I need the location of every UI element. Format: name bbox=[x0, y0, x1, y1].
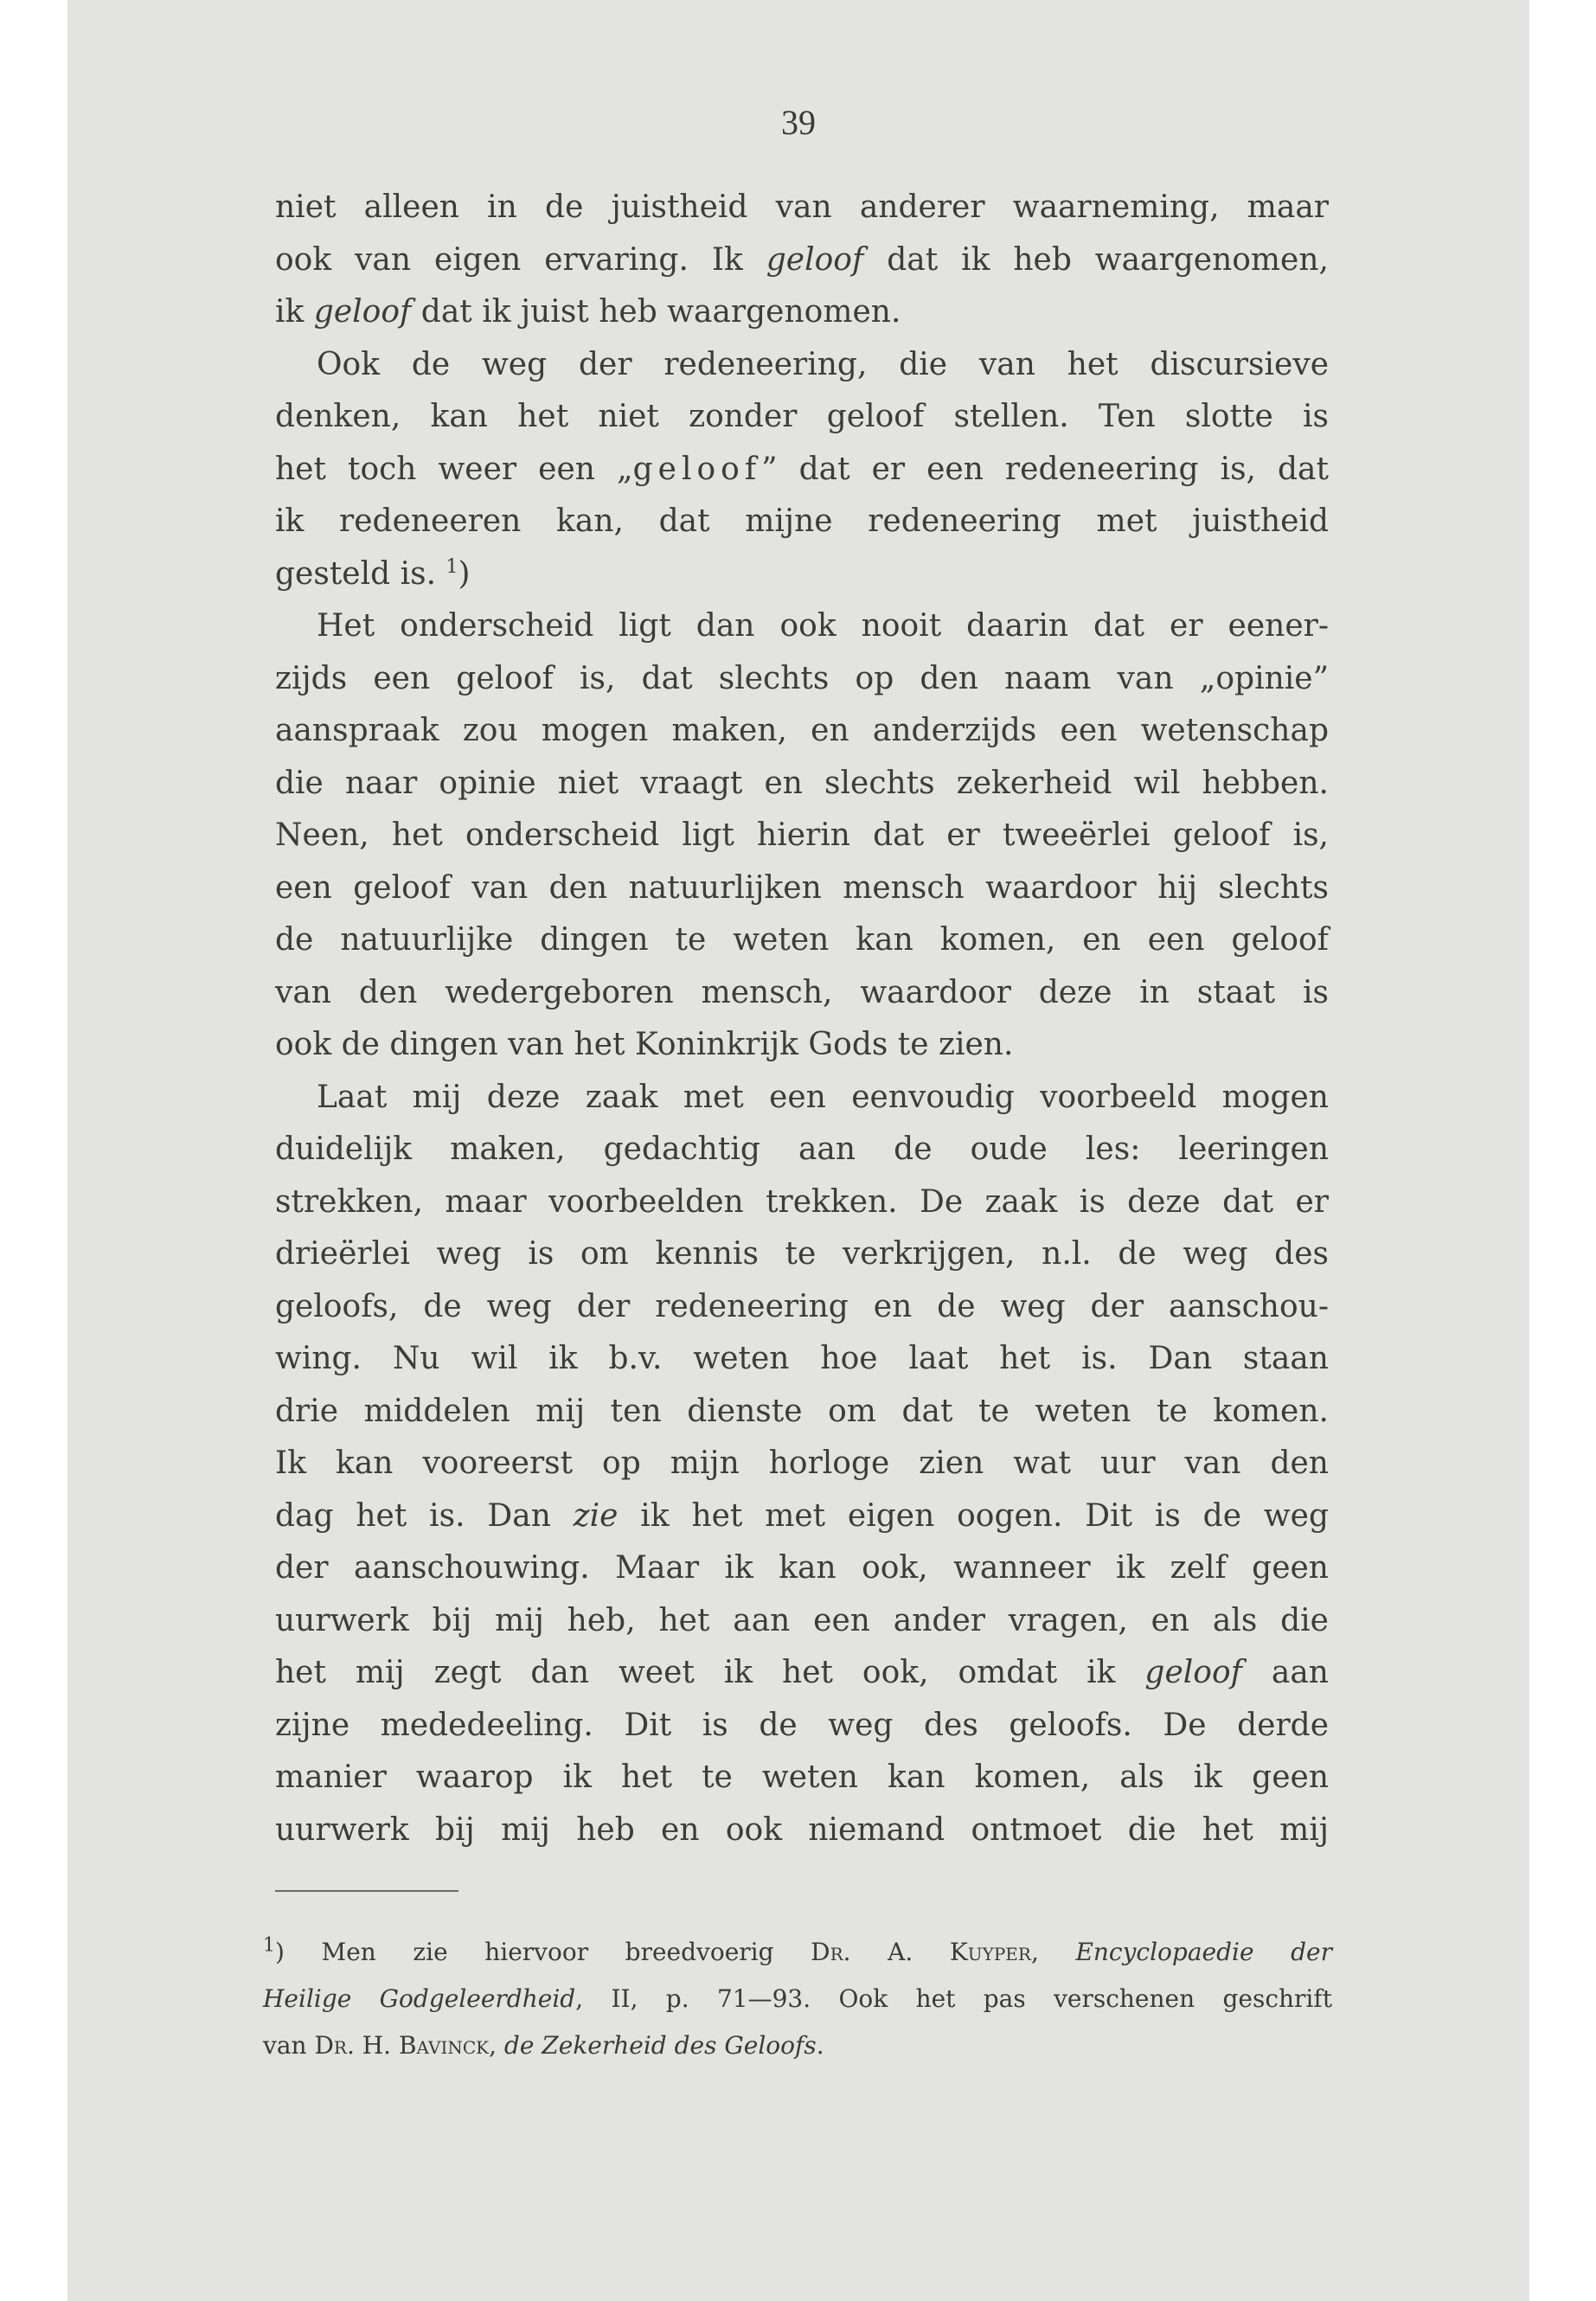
footnote-divider bbox=[275, 1890, 458, 1892]
text-line: ook van eigen ervaring. Ik geloof dat ik heb waargenomen, bbox=[275, 241, 1329, 278]
text-line: die naar opinie niet vraagt en slechts zekerheid wil hebben. bbox=[275, 765, 1329, 801]
text-line: de natuurlijke dingen te weten kan komen, en een geloof bbox=[275, 922, 1329, 958]
text-line: der aanschouwing. Maar ik kan ook, wanneer ik zelf geen bbox=[275, 1550, 1329, 1586]
text-line: drieërlei weg is om kennis te verkrijgen, n.l. de weg des bbox=[275, 1236, 1329, 1272]
text-line: strekken, maar voorbeelden trekken. De zaak is deze dat er bbox=[275, 1183, 1329, 1220]
footnote-marker: 1 bbox=[263, 1934, 275, 1957]
book-page bbox=[67, 0, 1529, 2301]
author-name: Dr. A. Kuyper bbox=[811, 1938, 1031, 1966]
text-line: denken, kan het niet zonder geloof stellen. Ten slotte is bbox=[275, 399, 1329, 434]
footnote-ref[interactable]: 1 bbox=[445, 555, 458, 578]
text-line: niet alleen in de juistheid van anderer waarneming, maar bbox=[275, 189, 1329, 225]
footnote bbox=[263, 1929, 1332, 2069]
emphasis: geloof bbox=[313, 294, 412, 330]
text-line: dag het is. Dan zie ik het met eigen oogen. Dit is de weg bbox=[275, 1497, 1329, 1534]
text-line: Het onderscheid ligt dan ook nooit daarin dat er eener- bbox=[317, 608, 1329, 644]
page-number: 39 bbox=[781, 103, 816, 142]
text-line: zijne mededeeling. Dit is de weg des geloofs. De derde bbox=[275, 1707, 1329, 1743]
text-line: wing. Nu wil ik b.v. weten hoe laat het is. Dan staan bbox=[275, 1341, 1329, 1376]
text-line: aanspraak zou mogen maken, en anderzijds een wetenschap bbox=[275, 713, 1329, 748]
text-line: van den wedergeboren mensch, waardoor deze in staat is bbox=[275, 974, 1329, 1010]
text-line: uurwerk bij mij heb, het aan een ander vragen, en als die bbox=[275, 1602, 1329, 1638]
text-line: uurwerk bij mij heb en ook niemand ontmoet die het mij bbox=[275, 1811, 1329, 1848]
text-line: zijds een geloof is, dat slechts op den naam van „opinie” bbox=[275, 660, 1329, 696]
text-line: manier waarop ik het te weten kan komen, als ik geen bbox=[275, 1759, 1329, 1795]
footnote-line: $^1$) Men zie hiervoor breedvoerig Dr. A. Kuyper, Encyclopaedie der bbox=[263, 1934, 1333, 1966]
text-line: gesteld is. $^1$) bbox=[275, 555, 471, 592]
book-title: Heilige Godgeleerdheid bbox=[263, 1984, 576, 2013]
text-line: ik geloof dat ik juist heb waargenomen. bbox=[275, 294, 901, 330]
emphasis: geloof bbox=[766, 241, 864, 278]
spaced-emphasis: geloof bbox=[632, 451, 762, 487]
text-line: Ook de weg der redeneering, die van het discursieve bbox=[317, 346, 1329, 382]
text-line: het mij zegt dan weet ik het ook, omdat ik geloof aan bbox=[275, 1655, 1329, 1690]
book-title: de Zekerheid des Geloofs bbox=[503, 2031, 817, 2060]
text-line: ik redeneeren kan, dat mijne redeneering met juistheid bbox=[275, 503, 1329, 539]
emphasis: zie bbox=[573, 1497, 619, 1534]
author-name: Dr. H. Bavinck bbox=[314, 2031, 490, 2060]
text-line: ook de dingen van het Koninkrijk Gods te zien. bbox=[275, 1027, 1014, 1062]
footnote-line: Heilige Godgeleerdheid, II, p. 71—93. Ook het pas verschenen geschrift bbox=[263, 1984, 1333, 2013]
body-text bbox=[275, 182, 1329, 1856]
text-line: Ik kan vooreerst op mijn horloge zien wat uur van den bbox=[275, 1445, 1329, 1481]
emphasis: geloof bbox=[1144, 1655, 1242, 1690]
book-title: Encyclopaedie der bbox=[1075, 1938, 1333, 1966]
text-line: Laat mij deze zaak met een eenvoudig voorbeeld mogen bbox=[317, 1079, 1329, 1115]
text-line: een geloof van den natuurlijken mensch waardoor hij slechts bbox=[275, 869, 1329, 906]
text-line: duidelijk maken, gedachtig aan de oude les: leeringen bbox=[275, 1131, 1329, 1167]
text-line: drie middelen mij ten dienste om dat te weten te komen. bbox=[275, 1393, 1329, 1429]
text-line: het toch weer een „geloof” dat er een redeneering is, dat bbox=[275, 451, 1329, 487]
text-line: geloofs, de weg der redeneering en de weg der aanschou- bbox=[275, 1288, 1329, 1324]
footnote-line: van Dr. H. Bavinck, de Zekerheid des Geloofs. bbox=[263, 2031, 824, 2060]
text-line: Neen, het onderscheid ligt hierin dat er tweeërlei geloof is, bbox=[275, 817, 1329, 853]
